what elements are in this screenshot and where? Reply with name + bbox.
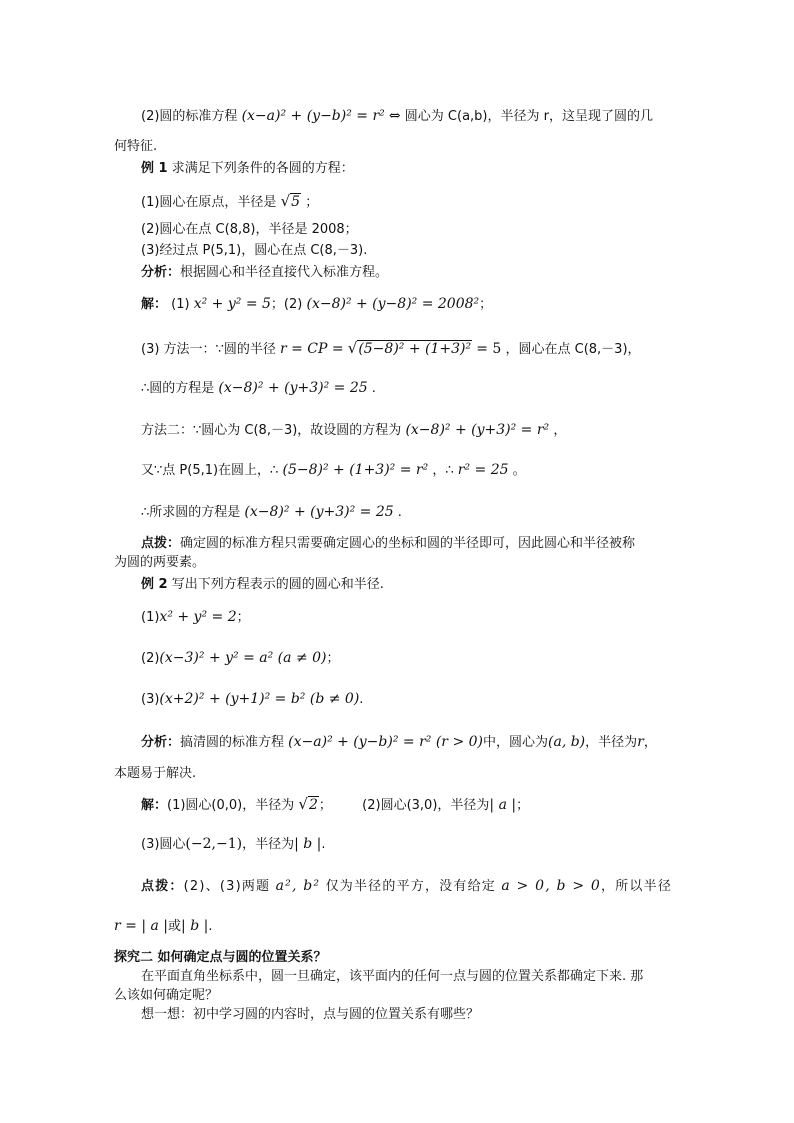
equation: (a, b) (548, 734, 586, 750)
example2-item-2 (141, 649, 340, 668)
text: ，半径为 (585, 735, 638, 750)
radicand: 5 (291, 194, 301, 210)
equation: (x+2)² + (y+1)² = b² (b ≠ 0) (159, 691, 360, 707)
text: . (359, 692, 364, 707)
text: 圆心为 C(a,b)，半径为 r，这呈现了圆的几 (404, 109, 653, 124)
text: (2)、(3)两题 (183, 879, 271, 894)
example2-item-1 (141, 608, 250, 627)
text: ，∴ (432, 463, 454, 478)
equation: (5−8)² + (1+3)² = r² (282, 462, 429, 478)
example-text: 求满足下列条件的各圆的方程： (171, 161, 354, 176)
section-title: 探究二 如何确定点与圆的位置关系？ (114, 950, 327, 965)
equation: (x−a)² + (y−b)² = r² (241, 108, 385, 124)
text: 中，圆心为 (483, 735, 549, 750)
equation: = 5 (476, 341, 502, 357)
section-paragraph-1: 在平面直角坐标系中，圆一旦确定，该平面内的任何一点与圆的位置关系都确定下来. 那 (141, 969, 644, 984)
text: (1) (141, 610, 160, 625)
text: (1)圆心(0,0)，半径为 (167, 798, 295, 813)
tip-label: 点拨： (141, 536, 181, 551)
solution-label: 解： (141, 798, 168, 813)
line-geometric-feature: 何特征. (114, 139, 158, 154)
example1-condition-2: (2)圆心在点 C(8,8)，半径是 2008； (141, 222, 358, 237)
text: . (321, 837, 326, 852)
text: 或 (168, 919, 182, 934)
method-2-result (141, 503, 402, 522)
text: ，所以半径 (601, 879, 673, 894)
section-paragraph-1-continuation: 么该如何确定呢？ (114, 988, 219, 1003)
text: ； (326, 651, 340, 666)
equation: r² = 25 (457, 462, 509, 478)
equation: | b | (181, 918, 209, 934)
equation: x² + y² = 2 (159, 609, 237, 625)
text: (1)圆心在原点，半径是 (141, 195, 277, 210)
tip-label: 点拨： (141, 879, 184, 894)
tip-1-continuation: 为圆的两要素。 (114, 555, 206, 570)
text: ； (236, 610, 250, 625)
equation: a > 0, b > 0 (501, 878, 602, 894)
tip-text: 确定圆的标准方程只需要确定圆心的坐标和圆的半径即可，因此圆心和半径被称 (180, 536, 636, 551)
analysis-label: 分析： (141, 265, 181, 280)
example1-condition-3: (3)经过点 P(5,1)，圆心在点 C(8,－3). (141, 243, 368, 258)
equation: (x−3)² + y² = a² (a ≠ 0) (159, 650, 327, 666)
text: (3)圆心 (141, 837, 186, 852)
example1-condition-1 (141, 192, 318, 212)
text: . (397, 505, 402, 520)
radicand: (5−8)² + (1+3)² (358, 341, 472, 357)
method-2-substitution (141, 461, 526, 480)
text: 搞清圆的标准方程 (180, 735, 285, 750)
text: 方法二：∵圆心为 C(8,－3)，故设圆的方程为 (141, 423, 402, 438)
sqrt-symbol: √2 (298, 795, 318, 813)
text: ∴圆的方程是 (141, 381, 215, 396)
equation: (x−a)² + (y−b)² = r² (r > 0) (288, 734, 483, 750)
analysis-2 (141, 733, 657, 752)
equation: (x−8)² + (y+3)² = 25 (218, 380, 368, 396)
text: ， (553, 423, 567, 438)
solution-2-part-3 (141, 835, 326, 854)
example-text: 写出下列方程表示的圆的圆心和半径. (171, 577, 384, 592)
text: ； (318, 798, 332, 813)
equation: (−2,−1) (185, 836, 243, 852)
iff-symbol: ⇔ (388, 108, 401, 124)
example-label: 例 2 (141, 577, 168, 592)
method-1-result (141, 379, 376, 398)
text: (2)圆的标准方程 (141, 109, 238, 124)
example1-heading (141, 160, 354, 178)
equation: r (637, 734, 644, 750)
text: (1) (171, 297, 190, 312)
analysis-text: 根据圆心和半径直接代入标准方程。 (180, 265, 389, 280)
equation: (x−8)² + (y−8)² = 2008² (306, 296, 480, 312)
tip-2 (141, 877, 672, 896)
equation: x² + y² = 5 (193, 296, 271, 312)
sqrt-symbol: √(5−8)² + (1+3)² (347, 339, 472, 357)
text: ； (516, 798, 530, 813)
solution-1 (141, 295, 492, 314)
text: (3) 方法一：∵圆的半径 (141, 342, 276, 357)
text: (2)圆心(3,0)，半径为 (362, 798, 490, 813)
equation: r = | a | (114, 918, 169, 934)
solution-label: 解： (141, 297, 168, 312)
text: . (371, 381, 376, 396)
text: (3) (141, 692, 160, 707)
sqrt-symbol: √5 (280, 192, 301, 210)
line-standard-equation (141, 107, 653, 126)
equation: | b | (294, 836, 322, 852)
section-paragraph-2: 想一想：初中学习圆的内容时，点与圆的位置关系有哪些？ (141, 1007, 480, 1022)
example2-heading (141, 576, 384, 594)
text: 。 (512, 463, 526, 478)
equation: (x−8)² + (y+3)² = r² (405, 422, 550, 438)
example-label: 例 1 (141, 161, 168, 176)
example2-item-3 (141, 690, 363, 709)
tip-2-continuation (114, 917, 212, 936)
text: . (208, 919, 213, 934)
analysis-1 (141, 264, 388, 282)
text: 仅为半径的平方，没有给定 (325, 879, 496, 894)
equation: a², b² (275, 878, 321, 894)
text: 又∵点 P(5,1)在圆上，∴ (141, 463, 279, 478)
analysis-label: 分析： (141, 735, 181, 750)
equation: | a | (489, 797, 517, 813)
text: ， (643, 735, 657, 750)
text: ；(2) (270, 297, 303, 312)
text: ； (479, 297, 493, 312)
text: (2) (141, 651, 160, 666)
analysis-2-continuation: 本题易于解决. (114, 766, 197, 781)
equation: r = CP = (279, 341, 344, 357)
tip-1 (141, 535, 635, 553)
method-2-line (141, 421, 566, 440)
text: ∴所求圆的方程是 (141, 505, 241, 520)
text: ，圆心在点 C(8,－3)， (505, 342, 641, 357)
text: ； (305, 195, 319, 210)
text: ，半径为 (242, 837, 295, 852)
method-1-line (141, 339, 641, 359)
radicand: 2 (308, 797, 318, 813)
equation: (x−8)² + (y+3)² = 25 (244, 504, 394, 520)
solution-2 (141, 795, 529, 815)
